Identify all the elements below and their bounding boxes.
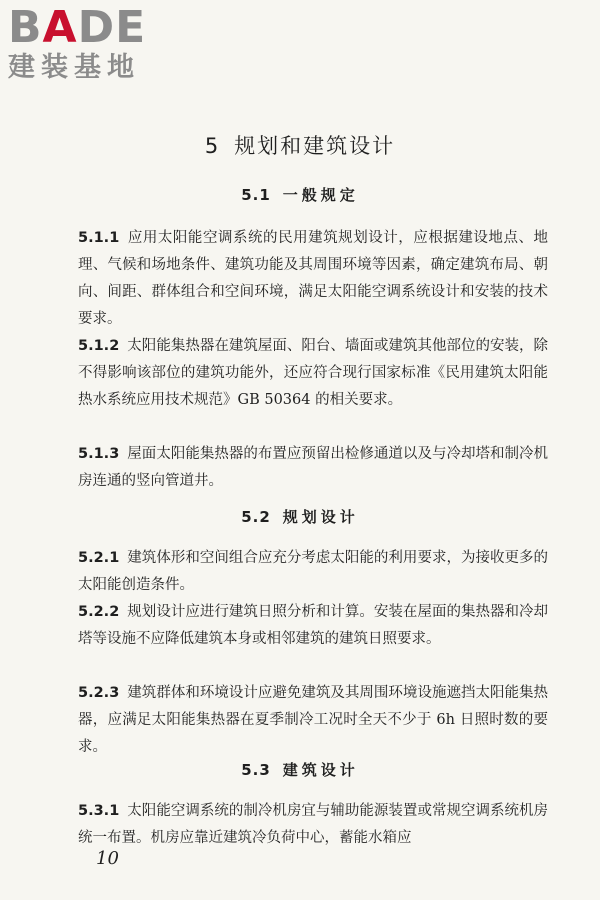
- bade-logo-subtitle: 建装基地: [8, 52, 140, 83]
- bade-logo: [8, 4, 178, 84]
- clause-5-1-3: [78, 441, 548, 495]
- bade-logo-wordmark: BADE: [8, 2, 147, 53]
- clause-number: 5.2.2: [78, 604, 120, 620]
- clause-text: 屋面太阳能集热器的布置应预留出检修通道以及与冷却塔和制冷机房连通的竖向管道井。: [78, 446, 548, 489]
- clause-5-2-3: [78, 680, 548, 761]
- clause-text: 建筑体形和空间组合应充分考虑太阳能的利用要求，为接收更多的太阳能创造条件。: [78, 550, 548, 593]
- chapter-title: [0, 132, 600, 160]
- clause-text: 规划设计应进行建筑日照分析和计算。安装在屋面的集热器和冷却塔等设施不应降低建筑本身或相邻建筑的建筑日照要求。: [78, 604, 548, 647]
- clause-text: 太阳能空调系统的制冷机房宜与辅助能源装置或常规空调系统机房统一布置。机房应靠近建筑冷负荷中心，蓄能水箱应: [78, 803, 548, 846]
- clause-number: 5.2.3: [78, 685, 120, 701]
- clause-5-2-1: [78, 545, 548, 599]
- page-number: 10: [96, 848, 119, 869]
- clause-number: 5.2.1: [78, 550, 120, 566]
- clause-text: 太阳能集热器在建筑屋面、阳台、墙面或建筑其他部位的安装，除不得影响该部位的建筑功能外，还应符合现行国家标准《民用建筑太阳能热水系统应用技术规范》GB 50364 的相关要求。: [78, 338, 548, 408]
- chapter-title-text: 规划和建筑设计: [234, 134, 396, 158]
- chapter-number: 5: [204, 134, 221, 158]
- clause-number: 5.1.2: [78, 338, 120, 354]
- clause-number: 5.3.1: [78, 803, 120, 819]
- section-heading-5-1: 5.1 一般规定: [241, 186, 359, 204]
- clause-text: 应用太阳能空调系统的民用建筑规划设计，应根据建设地点、地理、气候和场地条件、建筑功能及其周围环境等因素，确定建筑布局、朝向、间距、群体组合和空间环境，满足太阳能空调系统设计和安装的技术要求。: [78, 230, 548, 327]
- clause-number: 5.1.3: [78, 446, 120, 462]
- clause-5-3-1: [78, 798, 548, 852]
- clause-5-1-1: [78, 225, 548, 333]
- clause-5-1-2: [78, 333, 548, 414]
- clause-5-2-2: [78, 599, 548, 653]
- clause-number: 5.1.1: [78, 230, 120, 246]
- clause-text: 建筑群体和环境设计应避免建筑及其周围环境设施遮挡太阳能集热器，应满足太阳能集热器在夏季制冷工况时全天不少于 6h 日照时数的要求。: [78, 685, 548, 755]
- section-heading-5-2: 5.2 规划设计: [241, 508, 359, 526]
- section-heading-5-3: 5.3 建筑设计: [241, 761, 359, 779]
